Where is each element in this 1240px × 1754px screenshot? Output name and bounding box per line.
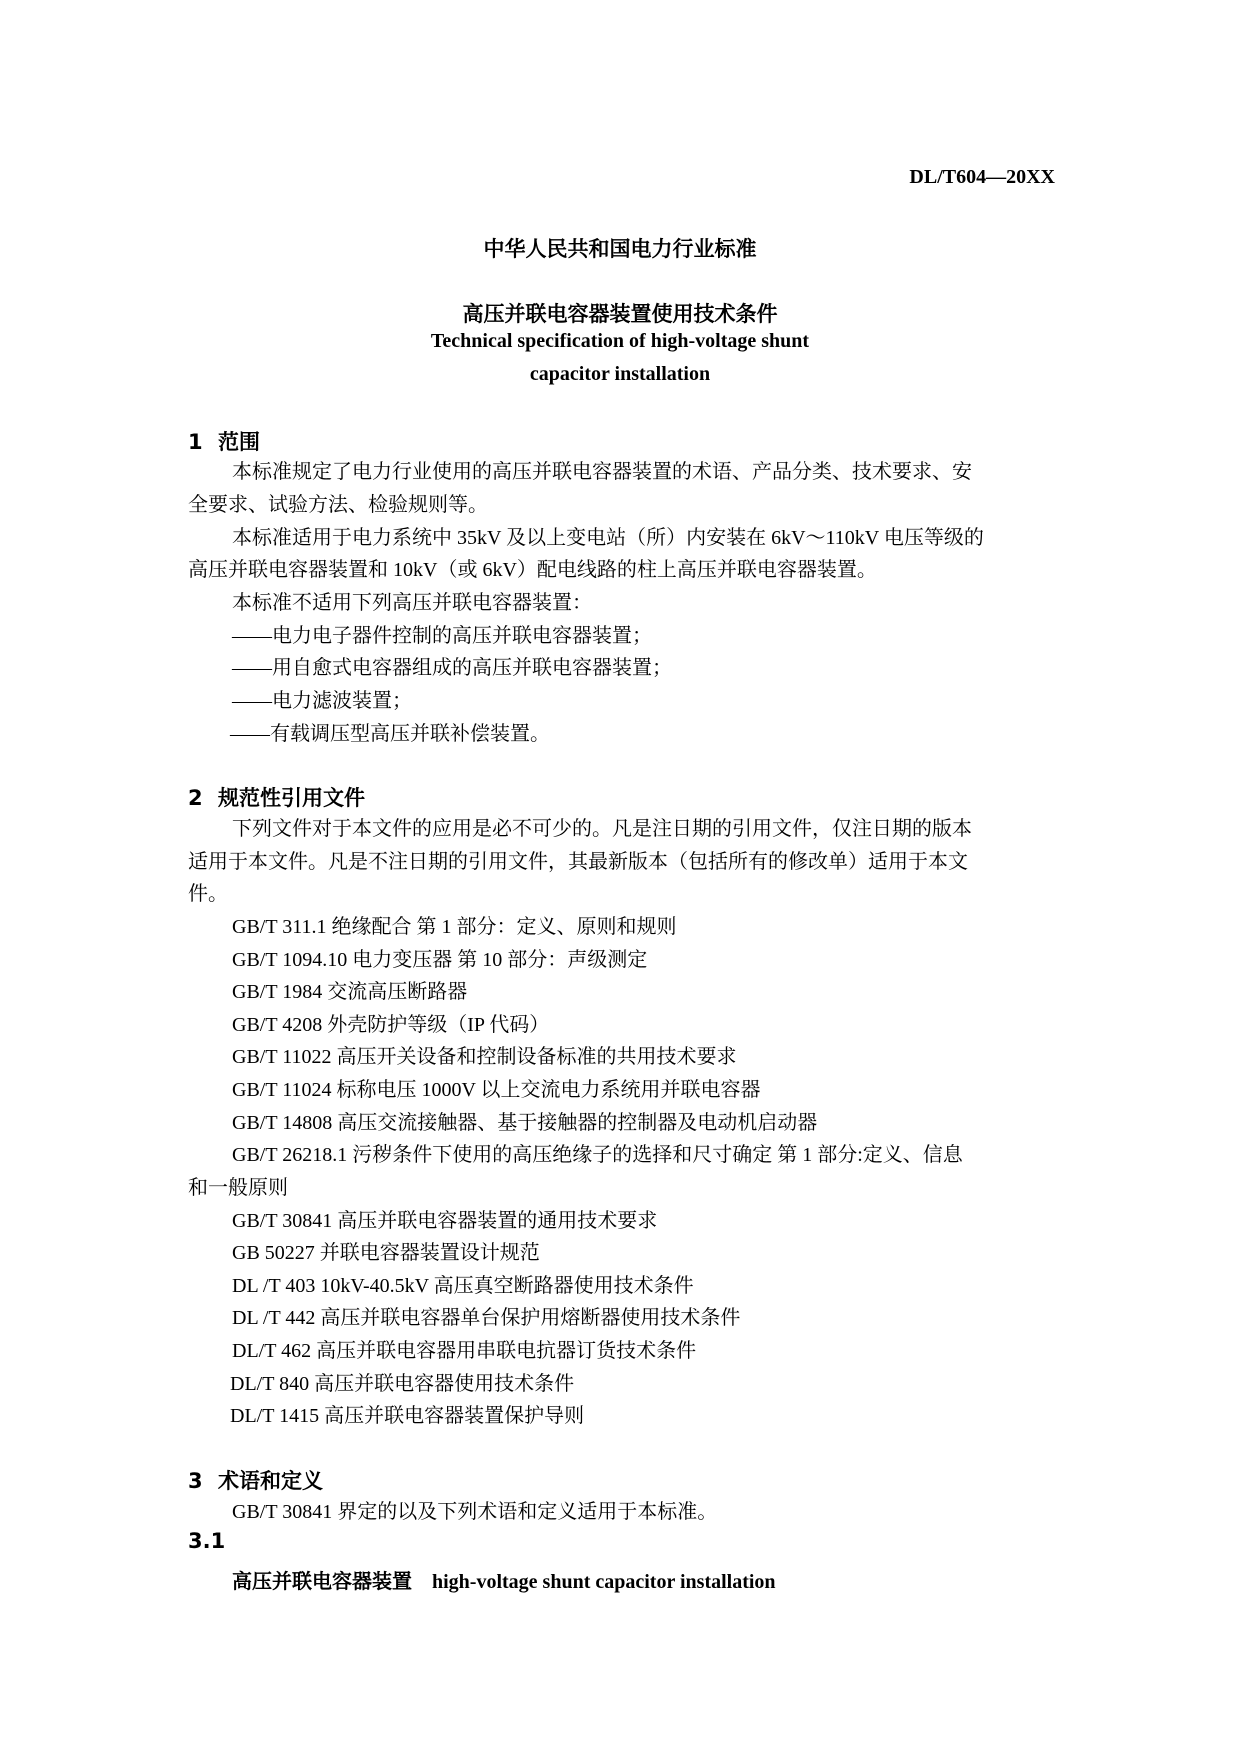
reference-item: GB 50227 并联电容器装置设计规范	[232, 1242, 540, 1264]
document-title-en-line2: capacitor installation	[529, 363, 711, 385]
standard-code: DL/T604—20XX	[909, 166, 1055, 188]
section-2-title: 规范性引用文件	[218, 786, 365, 810]
reference-item: DL/T 840 高压并联电容器使用技术条件	[230, 1373, 575, 1395]
reference-item: DL /T 403 10kV-40.5kV 高压真空断路器使用技术条件	[232, 1275, 694, 1297]
reference-item: GB/T 11024 标称电压 1000V 以上交流电力系统用并联电容器	[232, 1079, 761, 1101]
section-1-heading	[188, 426, 260, 456]
exclusion-item: ——电力滤波装置；	[232, 690, 412, 712]
reference-item: GB/T 11022 高压开关设备和控制设备标准的共用技术要求	[232, 1046, 737, 1068]
section-3-heading	[188, 1465, 323, 1495]
section-2-heading	[188, 782, 365, 812]
document-title-cn: 高压并联电容器装置使用技术条件	[462, 302, 778, 326]
section-1-number: 1	[188, 430, 203, 454]
reference-item: GB/T 1094.10 电力变压器 第 10 部分：声级测定	[232, 949, 648, 971]
section-1-para-2-line-1: 本标准适用于电力系统中 35kV 及以上变电站（所）内安装在 6kV～110kV 电压等级的	[232, 527, 984, 549]
section-1-title: 范围	[218, 430, 260, 454]
exclusion-item: ——用自愈式电容器组成的高压并联电容器装置；	[232, 657, 672, 679]
section-2-para-line-3: 件。	[188, 883, 228, 905]
reference-item: GB/T 30841 高压并联电容器装置的通用技术要求	[232, 1210, 658, 1232]
reference-item: DL/T 462 高压并联电容器用串联电抗器订货技术条件	[232, 1340, 697, 1362]
reference-item: GB/T 311.1 绝缘配合 第 1 部分：定义、原则和规则	[232, 916, 677, 938]
reference-item: GB/T 4208 外壳防护等级（IP 代码）	[232, 1014, 550, 1036]
standard-org-title: 中华人民共和国电力行业标准	[483, 237, 757, 261]
reference-item: GB/T 1984 交流高压断路器	[232, 981, 468, 1003]
exclusion-item: ——有载调压型高压并联补偿装置。	[230, 723, 550, 745]
section-3-number: 3	[188, 1469, 203, 1493]
section-3-title: 术语和定义	[218, 1469, 323, 1493]
section-1-para-1-line-1: 本标准规定了电力行业使用的高压并联电容器装置的术语、产品分类、技术要求、安	[232, 461, 972, 483]
section-2-para-line-1: 下列文件对于本文件的应用是必不可少的。凡是注日期的引用文件，仅注日期的版本	[232, 818, 972, 840]
reference-item: DL/T 1415 高压并联电容器装置保护导则	[230, 1405, 585, 1427]
section-2-para-line-2: 适用于本文件。凡是不注日期的引用文件，其最新版本（包括所有的修改单）适用于本文	[188, 851, 968, 873]
term-3-1: 高压并联电容器装置 high-voltage shunt capacitor installation	[232, 1571, 776, 1593]
section-1-para-3: 本标准不适用下列高压并联电容器装置：	[232, 592, 592, 614]
section-3-para: GB/T 30841 界定的以及下列术语和定义适用于本标准。	[232, 1501, 718, 1523]
section-1-para-2-line-2: 高压并联电容器装置和 10kV（或 6kV）配电线路的柱上高压并联电容器装置。	[188, 559, 877, 581]
reference-item-continuation: 和一般原则	[188, 1177, 288, 1199]
section-2-number: 2	[188, 786, 203, 810]
section-1-para-1-line-2: 全要求、试验方法、检验规则等。	[188, 494, 488, 516]
reference-item: GB/T 26218.1 污秽条件下使用的高压绝缘子的选择和尺寸确定 第 1 部分:定义、信息	[232, 1144, 963, 1166]
exclusion-item: ——电力电子器件控制的高压并联电容器装置；	[232, 625, 652, 647]
reference-item: DL /T 442 高压并联电容器单台保护用熔断器使用技术条件	[232, 1307, 741, 1329]
document-title-en-line1: Technical specification of high-voltage shunt	[430, 330, 810, 352]
subsection-3-1-number: 3.1	[188, 1529, 226, 1553]
reference-item: GB/T 14808 高压交流接触器、基于接触器的控制器及电动机启动器	[232, 1112, 818, 1134]
